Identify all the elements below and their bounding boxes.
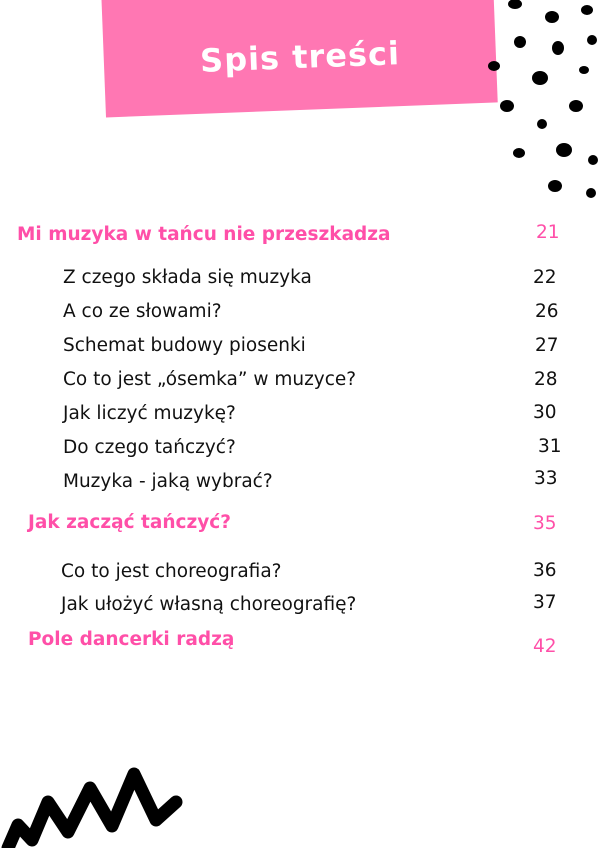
toc-item-page: 37 <box>533 592 557 613</box>
toc-item-page: 31 <box>538 436 562 457</box>
toc-item-page: 28 <box>534 369 558 390</box>
toc-item-page: 33 <box>534 468 558 489</box>
toc-item-page: 36 <box>533 560 557 581</box>
toc-section-title[interactable]: Jak zacząć tańczyć? <box>28 512 231 533</box>
toc-item[interactable]: Co to jest „ósemka” w muzyce? <box>63 369 357 390</box>
toc-section-title[interactable]: Pole dancerki radzą <box>28 629 235 650</box>
toc-item-page: 30 <box>533 402 557 423</box>
toc-item[interactable]: Do czego tańczyć? <box>63 437 236 458</box>
toc-section-page: 42 <box>533 636 557 657</box>
squiggle-decoration <box>0 740 200 848</box>
toc-item-page: 22 <box>533 267 557 288</box>
page-title: Spis treści <box>199 34 401 80</box>
toc-item-page: 26 <box>535 301 559 322</box>
toc-section-page: 21 <box>536 222 560 243</box>
toc-item[interactable]: Co to jest choreografia? <box>61 561 282 582</box>
toc-item[interactable]: Schemat budowy piosenki <box>63 335 306 356</box>
toc-item[interactable]: Jak ułożyć własną choreografię? <box>61 594 357 615</box>
toc-item[interactable]: A co ze słowami? <box>63 301 222 322</box>
polka-dot-decoration <box>480 0 600 210</box>
toc-item[interactable]: Z czego składa się muzyka <box>63 267 312 288</box>
toc-item[interactable]: Muzyka - jaką wybrać? <box>63 471 273 492</box>
toc-section-title[interactable]: Mi muzyka w tańcu nie przeszkadza <box>17 224 391 245</box>
toc-section-page: 35 <box>533 513 557 534</box>
toc-item-page: 27 <box>535 335 559 356</box>
toc-item[interactable]: Jak liczyć muzykę? <box>63 403 236 424</box>
